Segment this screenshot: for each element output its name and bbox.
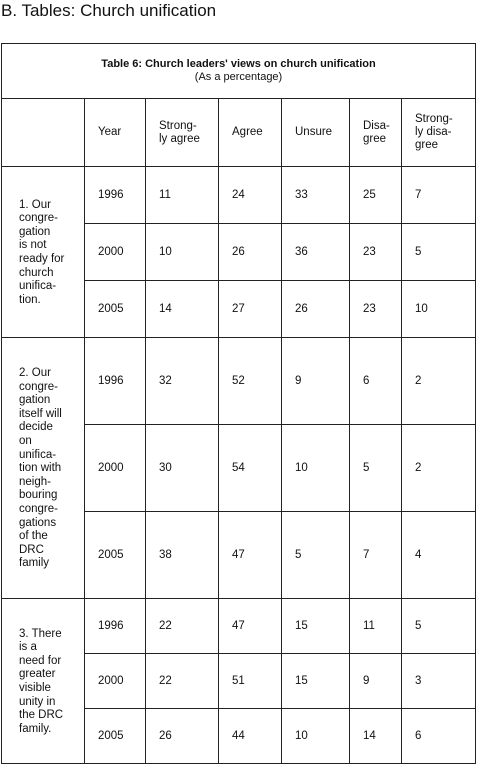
cell-unsure: 33 bbox=[282, 167, 350, 224]
cell-agree: 54 bbox=[219, 425, 282, 512]
statement-1: 1. Our congre- gation is not ready for church unifica- tion. bbox=[2, 167, 85, 338]
table-row bbox=[2, 167, 476, 224]
cell-unsure: 36 bbox=[282, 224, 350, 281]
table-caption-row bbox=[2, 44, 476, 99]
cell-disagree: 9 bbox=[350, 654, 402, 709]
header-unsure: Unsure bbox=[282, 99, 350, 167]
header-agree: Agree bbox=[219, 99, 282, 167]
cell-disagree: 23 bbox=[350, 281, 402, 338]
cell-strongly-agree: 32 bbox=[146, 338, 219, 425]
table-row bbox=[2, 599, 476, 654]
cell-year: 2000 bbox=[85, 654, 146, 709]
cell-unsure: 10 bbox=[282, 709, 350, 764]
header-disagree: Disa- gree bbox=[350, 99, 402, 167]
cell-strongly-disagree: 2 bbox=[402, 338, 476, 425]
cell-disagree: 7 bbox=[350, 512, 402, 599]
header-empty-cell bbox=[2, 99, 85, 167]
cell-strongly-agree: 10 bbox=[146, 224, 219, 281]
cell-strongly-disagree: 7 bbox=[402, 167, 476, 224]
cell-agree: 47 bbox=[219, 512, 282, 599]
cell-strongly-disagree: 2 bbox=[402, 425, 476, 512]
cell-strongly-agree: 14 bbox=[146, 281, 219, 338]
statement-2: 2. Our congre- gation itself will decide on unifica- tion with neigh- bouring congre- gations of the DRC family bbox=[2, 338, 85, 599]
cell-year: 2005 bbox=[85, 709, 146, 764]
header-strongly-agree: Strong- ly agree bbox=[146, 99, 219, 167]
cell-agree: 51 bbox=[219, 654, 282, 709]
cell-year: 2000 bbox=[85, 425, 146, 512]
cell-strongly-disagree: 6 bbox=[402, 709, 476, 764]
cell-strongly-disagree: 5 bbox=[402, 599, 476, 654]
cell-disagree: 14 bbox=[350, 709, 402, 764]
cell-year: 1996 bbox=[85, 167, 146, 224]
cell-disagree: 11 bbox=[350, 599, 402, 654]
cell-disagree: 5 bbox=[350, 425, 402, 512]
cell-strongly-disagree: 4 bbox=[402, 512, 476, 599]
cell-agree: 27 bbox=[219, 281, 282, 338]
cell-agree: 26 bbox=[219, 224, 282, 281]
cell-year: 2000 bbox=[85, 224, 146, 281]
cell-strongly-agree: 30 bbox=[146, 425, 219, 512]
cell-year: 2005 bbox=[85, 512, 146, 599]
cell-disagree: 6 bbox=[350, 338, 402, 425]
cell-unsure: 9 bbox=[282, 338, 350, 425]
cell-strongly-agree: 22 bbox=[146, 654, 219, 709]
cell-strongly-agree: 26 bbox=[146, 709, 219, 764]
cell-strongly-disagree: 3 bbox=[402, 654, 476, 709]
cell-agree: 52 bbox=[219, 338, 282, 425]
table-row bbox=[2, 338, 476, 425]
table-subtitle: (As a percentage) bbox=[194, 71, 283, 83]
header-strongly-disagree: Strong- ly disa- gree bbox=[402, 99, 476, 167]
cell-year: 2005 bbox=[85, 281, 146, 338]
table-title: Table 6: Church leaders' views on church unification bbox=[101, 58, 376, 70]
cell-disagree: 25 bbox=[350, 167, 402, 224]
cell-unsure: 5 bbox=[282, 512, 350, 599]
cell-unsure: 15 bbox=[282, 599, 350, 654]
cell-unsure: 26 bbox=[282, 281, 350, 338]
cell-strongly-agree: 22 bbox=[146, 599, 219, 654]
cell-agree: 44 bbox=[219, 709, 282, 764]
cell-strongly-agree: 11 bbox=[146, 167, 219, 224]
church-unification-table bbox=[1, 43, 476, 764]
cell-strongly-disagree: 5 bbox=[402, 224, 476, 281]
cell-unsure: 15 bbox=[282, 654, 350, 709]
table-caption bbox=[2, 44, 476, 99]
cell-strongly-disagree: 10 bbox=[402, 281, 476, 338]
header-year: Year bbox=[85, 99, 146, 167]
cell-year: 1996 bbox=[85, 338, 146, 425]
cell-disagree: 23 bbox=[350, 224, 402, 281]
cell-agree: 24 bbox=[219, 167, 282, 224]
table-header-row bbox=[2, 99, 476, 167]
cell-year: 1996 bbox=[85, 599, 146, 654]
statement-3: 3. There is a need for greater visible unity in the DRC family. bbox=[2, 599, 85, 764]
cell-unsure: 10 bbox=[282, 425, 350, 512]
cell-agree: 47 bbox=[219, 599, 282, 654]
section-heading: B. Tables: Church unification bbox=[1, 1, 217, 20]
cell-strongly-agree: 38 bbox=[146, 512, 219, 599]
